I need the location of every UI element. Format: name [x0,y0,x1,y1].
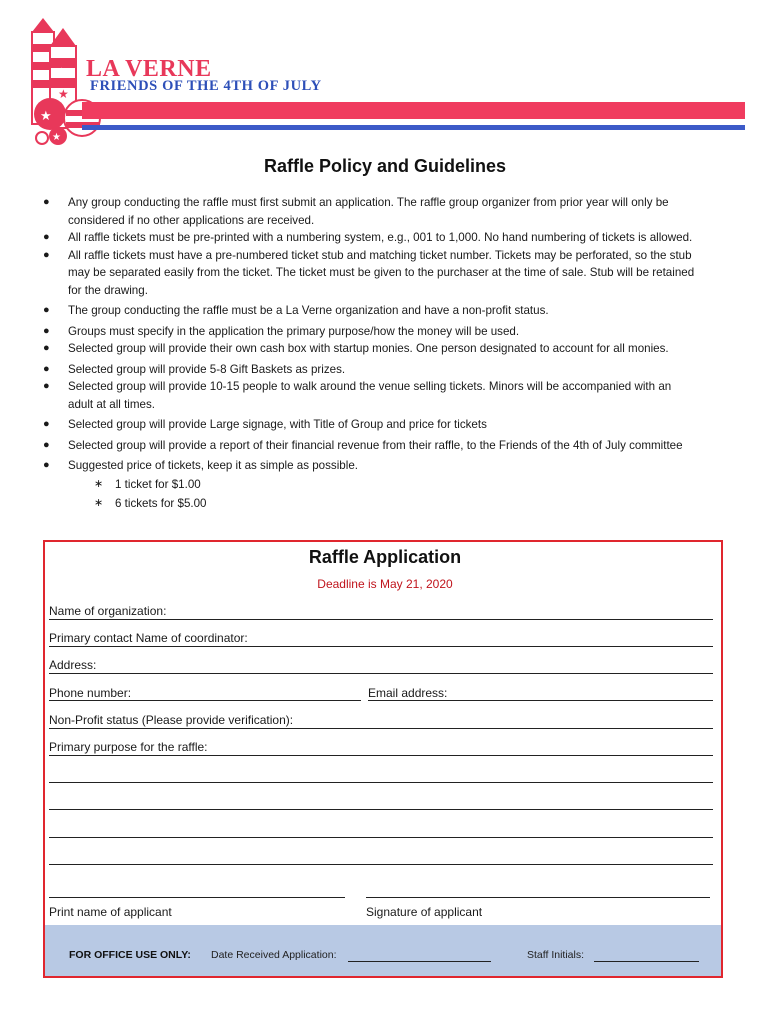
svg-text:★: ★ [56,65,67,79]
staff-initials-field[interactable] [594,961,699,962]
nonprofit-label: Non-Profit status (Please provide verification): [49,713,294,727]
bullet-icon: ● [43,438,50,451]
email-field[interactable] [368,700,713,701]
policy-item: ● All raffle tickets must have a pre-numbered ticket stub and matching ticket number. Tickets may be perforated, so the stub may be separated easily from the ticket. The ticket must be given to the purchaser at the time of sale. Stub will be retained for the drawing. [43,248,695,297]
purpose-line[interactable] [49,837,713,838]
purpose-line[interactable] [49,782,713,783]
bullet-icon: ● [43,248,50,261]
contact-field[interactable] [49,646,713,647]
nonprofit-field[interactable] [49,728,713,729]
asterisk-icon: ∗ [94,496,104,509]
phone-label: Phone number: [49,686,132,700]
deadline-text: Deadline is May 21, 2020 [317,577,453,591]
organization-field[interactable] [49,619,713,620]
policy-item: ● Any group conducting the raffle must first submit an application. The raffle group organizer from prior year will only be considered if no other applications are received. [43,196,669,227]
phone-field[interactable] [49,700,361,701]
policy-item: ● Selected group will provide 5-8 Gift Baskets as prizes. [43,361,743,379]
organization-label: Name of organization: [49,604,167,618]
print-name-field[interactable] [49,897,345,898]
asterisk-icon: ∗ [94,477,104,490]
signature-field[interactable] [366,897,710,898]
policy-item: ● Selected group will provide a report of their financial revenue from their raffle, to the Friends of the 4th of July committee [43,437,743,455]
header-blue-stripe [82,125,745,130]
policy-title: Raffle Policy and Guidelines [263,156,507,176]
policy-item: ● Selected group will provide Large signage, with Title of Group and price for tickets [43,416,743,434]
policy-list [43,194,743,513]
brand-subtitle: FRIENDS OF THE 4TH OF JULY [90,78,322,94]
staff-initials-label: Staff Initials: [527,949,585,961]
brand-title: LA VERNE [86,56,212,82]
date-received-field[interactable] [348,961,491,962]
policy-item: ● Groups must specify in the application the primary purpose/how the money will be used. [43,323,743,341]
policy-item: ● Selected group will provide their own cash box with startup monies. One person designated to account for all monies. [43,340,743,358]
contact-label: Primary contact Name of coordinator: [49,631,248,645]
address-field[interactable] [49,673,713,674]
header-red-stripe [82,102,745,119]
office-use-label: FOR OFFICE USE ONLY: [69,949,191,961]
signature-label: Signature of applicant [366,905,483,919]
bullet-icon: ● [43,342,50,354]
svg-text:★: ★ [40,108,52,123]
policy-item: ● All raffle tickets must be pre-printed with a numbering system, e.g., 001 to 1,000. No hand numbering of tickets is allowed. [43,229,743,247]
bullet-icon: ● [43,362,50,375]
purpose-label: Primary purpose for the raffle: [49,740,208,754]
application-title: Raffle Application [308,547,462,567]
bullet-icon: ● [43,459,50,471]
bullet-icon: ● [43,418,50,430]
bullet-icon: ● [43,304,50,316]
purpose-field[interactable] [49,755,713,756]
purpose-line[interactable] [49,864,713,865]
bullet-icon: ● [43,196,50,208]
price-item: ∗ 1 ticket for $1.00 [43,475,743,494]
bullet-icon: ● [43,231,50,243]
bullet-icon: ● [43,324,50,337]
policy-item: ● Suggested price of tickets, keep it as simple as possible. [43,457,743,475]
purpose-line[interactable] [49,809,713,810]
policy-item: ● The group conducting the raffle must be a La Verne organization and have a non-profit status. [43,302,743,320]
bullet-icon: ● [43,380,50,392]
date-received-label: Date Received Application: [211,949,337,961]
address-label: Address: [49,658,97,672]
print-name-label: Print name of applicant [49,905,172,919]
svg-text:★: ★ [52,132,61,143]
policy-item: ● Selected group will provide 10-15 people to walk around the venue selling tickets. Minors will be accompanied with an adult at all times. [43,380,672,411]
svg-text:★: ★ [58,87,69,101]
email-label: Email address: [368,686,448,700]
price-item: ∗ 6 tickets for $5.00 [43,494,743,513]
